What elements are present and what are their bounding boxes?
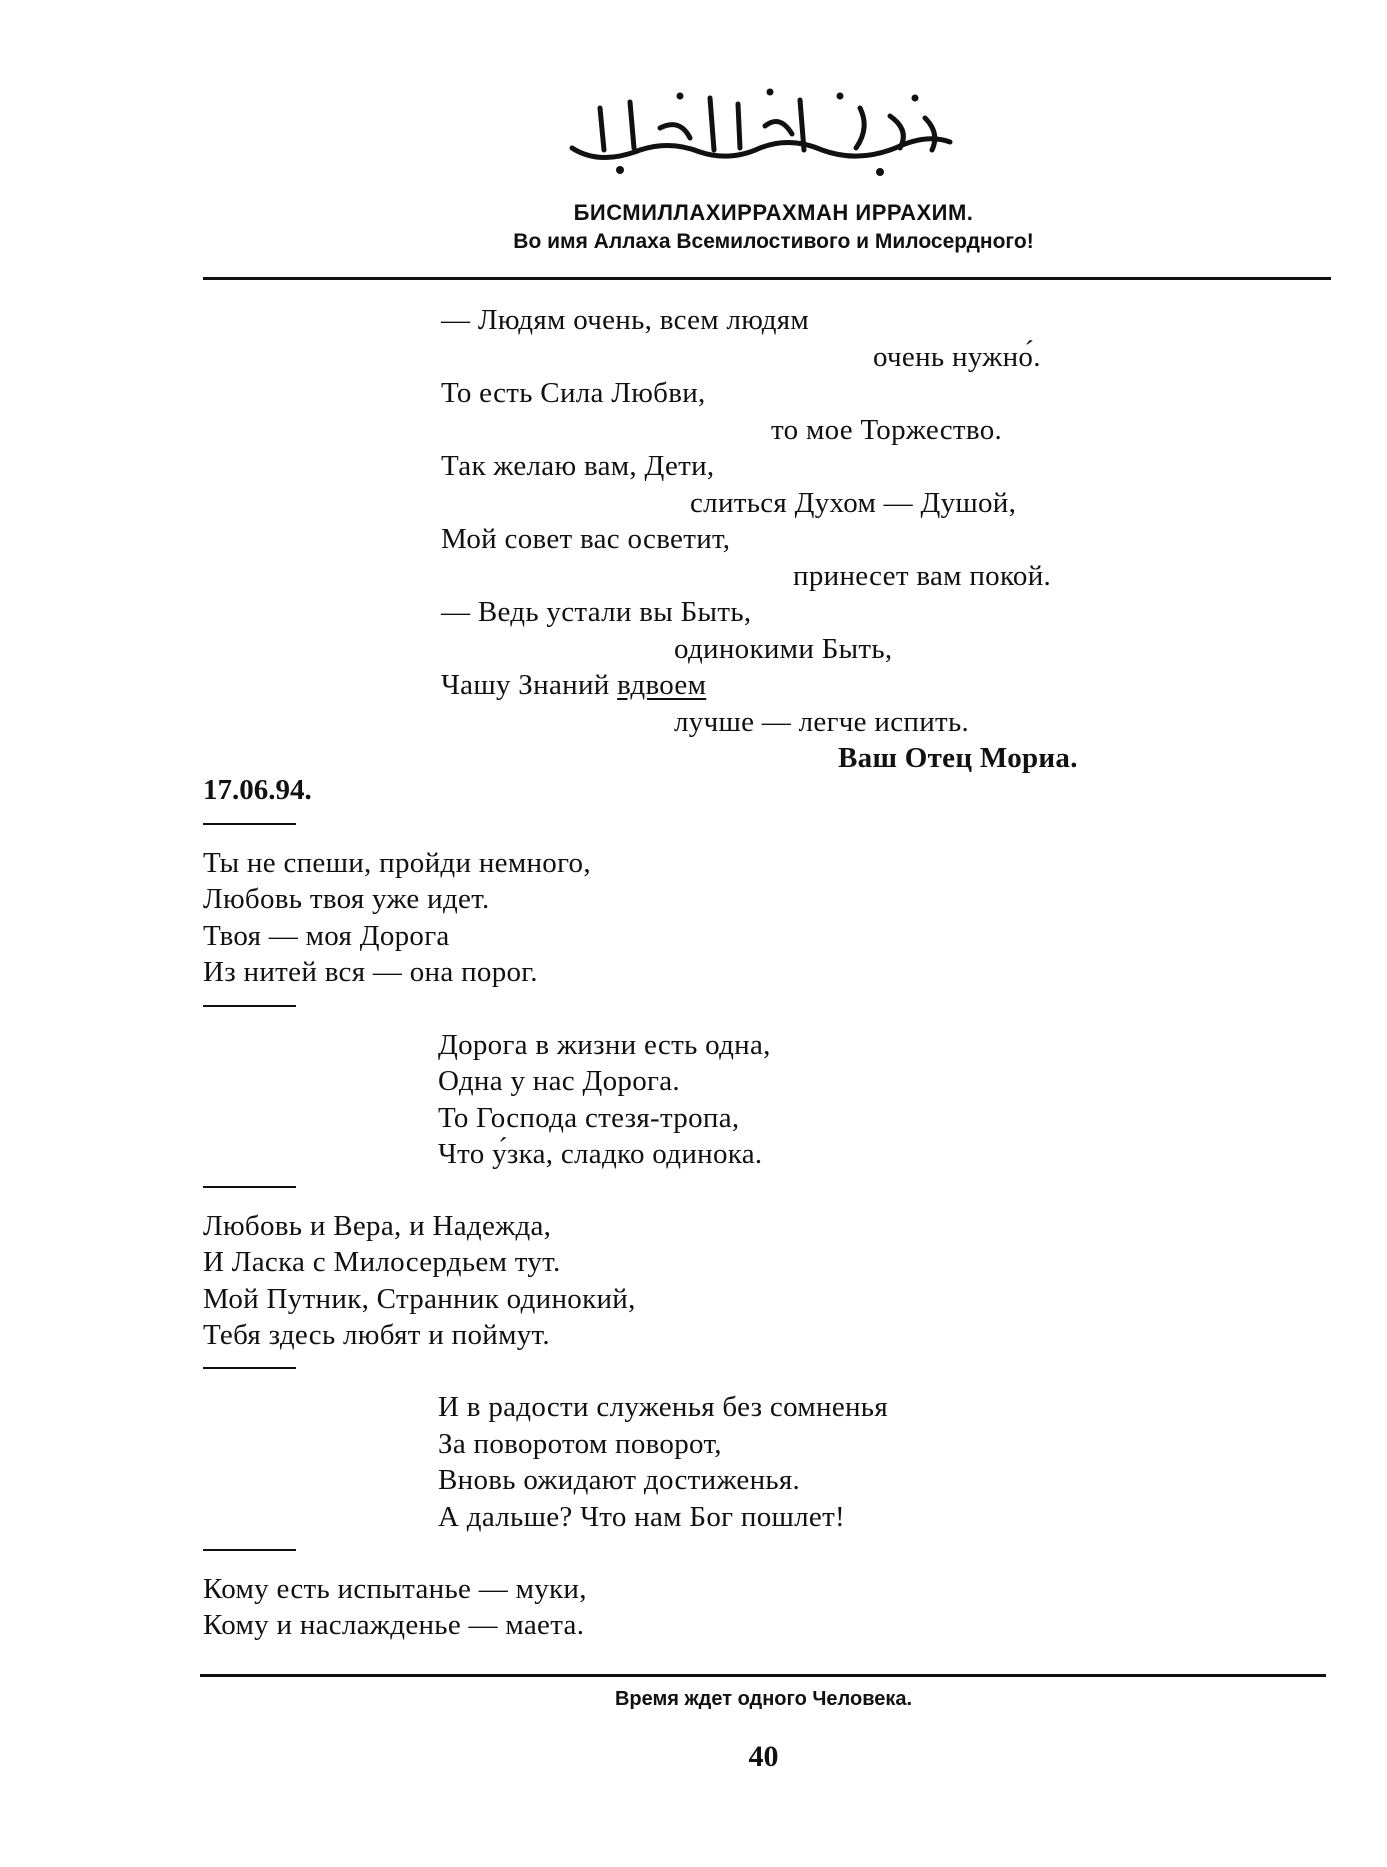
verse-line: То есть Сила Любви, [441, 377, 706, 409]
verse-line: Дорога в жизни есть одна, [438, 1029, 771, 1061]
verse-line: Что у́зка, сладко одинока. [438, 1138, 763, 1170]
verse-line: Вновь ожидают достиженья. [438, 1464, 801, 1496]
verse-line [441, 667, 706, 703]
verse-line: Тебя здесь любят и поймут. [203, 1319, 550, 1351]
bismillah-calligraphy [560, 78, 960, 183]
section-divider [203, 1186, 296, 1188]
verse-line: Твоя — моя Дорога [203, 920, 450, 952]
verse-line: То Господа стезя-тропа, [438, 1102, 740, 1134]
signature: Ваш Отец Мориа. [838, 742, 1078, 774]
section-divider [203, 823, 296, 825]
verse-line: Кому и наслажденье — маета. [203, 1609, 585, 1641]
verse-line: И Ласка с Милосердьем тут. [203, 1246, 561, 1278]
verse-line: лучше — легче испить. [674, 706, 970, 738]
verse-line: Любовь твоя уже идет. [203, 883, 490, 915]
verse-line: Любовь и Вера, и Надежда, [203, 1210, 552, 1242]
verse-line: Мой Путник, Странник одинокий, [203, 1283, 636, 1315]
svg-text:بِسْمِ ٱللَّٰهِ ٱلرَّحْمَٰنِ ٱ: بِسْمِ ٱللَّٰهِ ٱلرَّحْمَٰنِ ٱلرَّحِيمِ [560, 78, 572, 79]
entry-date: 17.06.94. [203, 774, 312, 806]
section-divider [203, 1549, 296, 1551]
verse-line: Ты не спеши, пройди немного, [203, 847, 591, 879]
verse-line: За поворотом поворот, [438, 1428, 722, 1460]
verse-line: Мой совет вас осветит, [441, 523, 731, 555]
verse-line: Кому есть испытанье — муки, [203, 1573, 587, 1605]
verse-text: Чашу Знаний [441, 669, 618, 701]
section-divider [203, 1367, 296, 1369]
verse-line: то мое Торжество. [771, 414, 1003, 446]
verse-line: Так желаю вам, Дети, [441, 450, 715, 482]
header-title: БИСМИЛЛАХИРРАХМАН ИРРАХИМ. [573, 200, 974, 225]
verse-line: одинокими Быть, [674, 633, 893, 665]
section-divider [203, 1005, 296, 1007]
header-subtitle: Во имя Аллаха Всемилостивого и Милосердного! [513, 230, 1034, 253]
verse-line: принесет вам покой. [793, 560, 1052, 592]
verse-line: — Людям очень, всем людям [441, 304, 810, 336]
verse-line: слиться Духом — Душой, [690, 487, 1017, 519]
header-rule [203, 277, 1331, 280]
verse-line: очень нужно́. [873, 341, 1041, 373]
page-number: 40 [748, 1740, 779, 1773]
underlined-word: вдвоем [617, 669, 707, 701]
verse-line: — Ведь устали вы Быть, [441, 596, 752, 628]
verse-line: А дальше? Что нам Бог пошлет! [438, 1501, 845, 1533]
footer-rule [200, 1674, 1326, 1677]
verse-line: И в радости служенья без сомненья [438, 1391, 888, 1423]
verse-line: Из нитей вся — она порог. [203, 956, 538, 988]
running-footer: Время ждет одного Человека. [614, 1688, 913, 1710]
verse-line: Одна у нас Дорога. [438, 1065, 680, 1097]
